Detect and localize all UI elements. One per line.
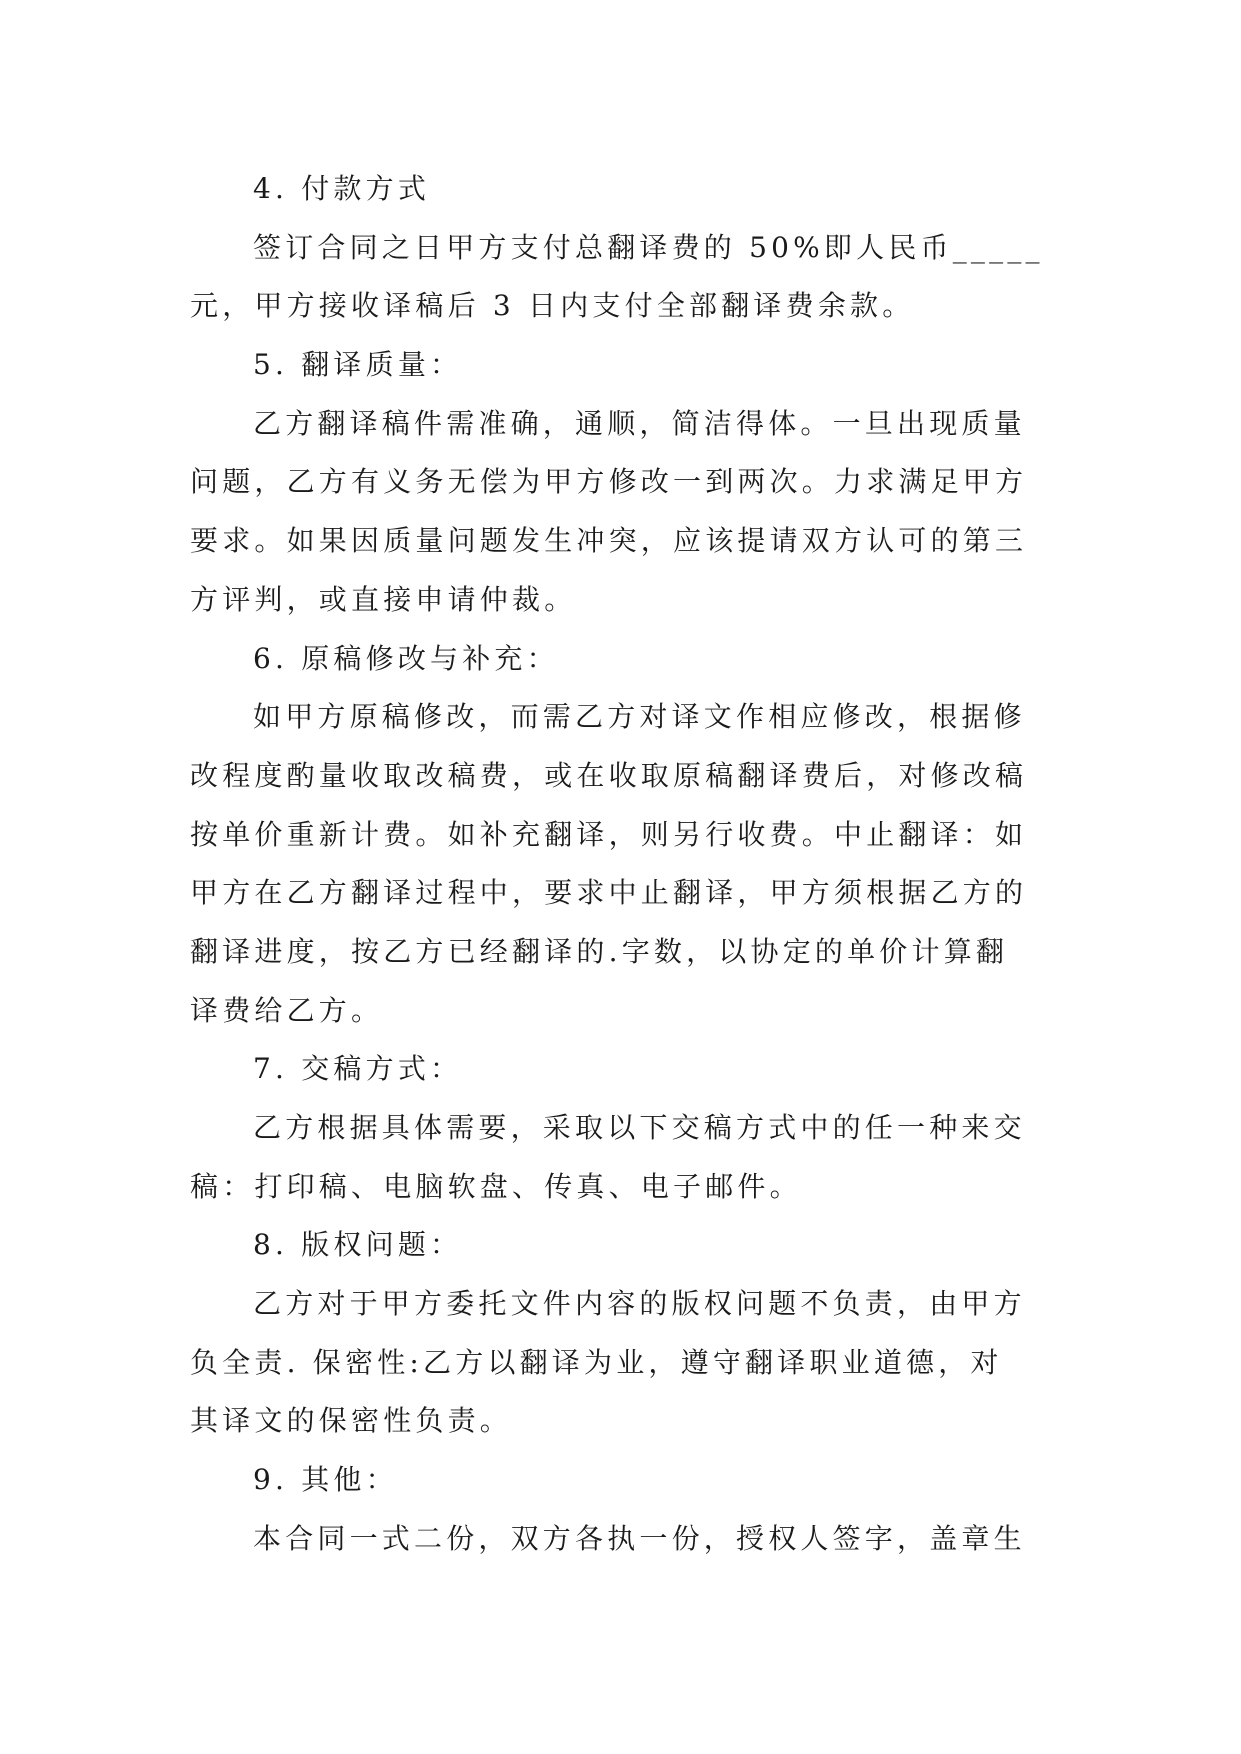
paragraph-line: 翻译进度，按乙方已经翻译的.字数，以协定的单价计算翻 (190, 934, 1009, 968)
paragraph-line: 稿：打印稿、电脑软盘、传真、电子邮件。 (190, 1169, 802, 1203)
paragraph-line: 签订合同之日甲方支付总翻译费的 50%即人民币_____ (253, 230, 1044, 264)
paragraph-line: 元，甲方接收译稿后 3 日内支付全部翻译费余款。 (190, 289, 915, 323)
paragraph-line: 乙方翻译稿件需准确，通顺，简洁得体。一旦出现质量 (253, 406, 1026, 440)
section-heading-delivery: 7. 交稿方式： (253, 1052, 463, 1086)
paragraph-line: 如甲方原稿修改，而需乙方对译文作相应修改，根据修 (253, 700, 1026, 734)
document-body (190, 160, 1060, 1569)
section-heading-quality: 5. 翻译质量： (253, 348, 463, 382)
paragraph-line: 其译文的保密性负责。 (190, 1404, 513, 1438)
paragraph-line: 本合同一式二份，双方各执一份，授权人签字，盖章生 (253, 1521, 1026, 1555)
paragraph-line: 方评判，或直接申请仲裁。 (190, 582, 577, 616)
paragraph-line: 译费给乙方。 (190, 993, 384, 1027)
paragraph-line: 要求。如果因质量问题发生冲突，应该提请双方认可的第三 (190, 524, 1028, 558)
paragraph-line: 甲方在乙方翻译过程中，要求中止翻译，甲方须根据乙方的 (190, 876, 1028, 910)
paragraph-line: 乙方对于甲方委托文件内容的版权问题不负责，由甲方 (253, 1287, 1026, 1321)
section-heading-other: 9. 其他： (253, 1463, 398, 1497)
section-heading-payment: 4. 付款方式 (253, 172, 431, 205)
section-heading-copyright: 8. 版权问题： (253, 1228, 463, 1262)
paragraph-line: 改程度酌量收取改稿费，或在收取原稿翻译费后，对修改稿 (190, 758, 1028, 792)
paragraph-line: 按单价重新计费。如补充翻译，则另行收费。中止翻译：如 (190, 817, 1028, 851)
paragraph-line: 乙方根据具体需要，采取以下交稿方式中的任一种来交 (253, 1111, 1026, 1144)
paragraph-line: 负全责. 保密性:乙方以翻译为业，遵守翻译职业道德，对 (190, 1345, 1003, 1379)
paragraph-line: 问题，乙方有义务无偿为甲方修改一到两次。力求满足甲方 (190, 465, 1028, 499)
section-heading-revision: 6. 原稿修改与补充： (253, 641, 559, 675)
